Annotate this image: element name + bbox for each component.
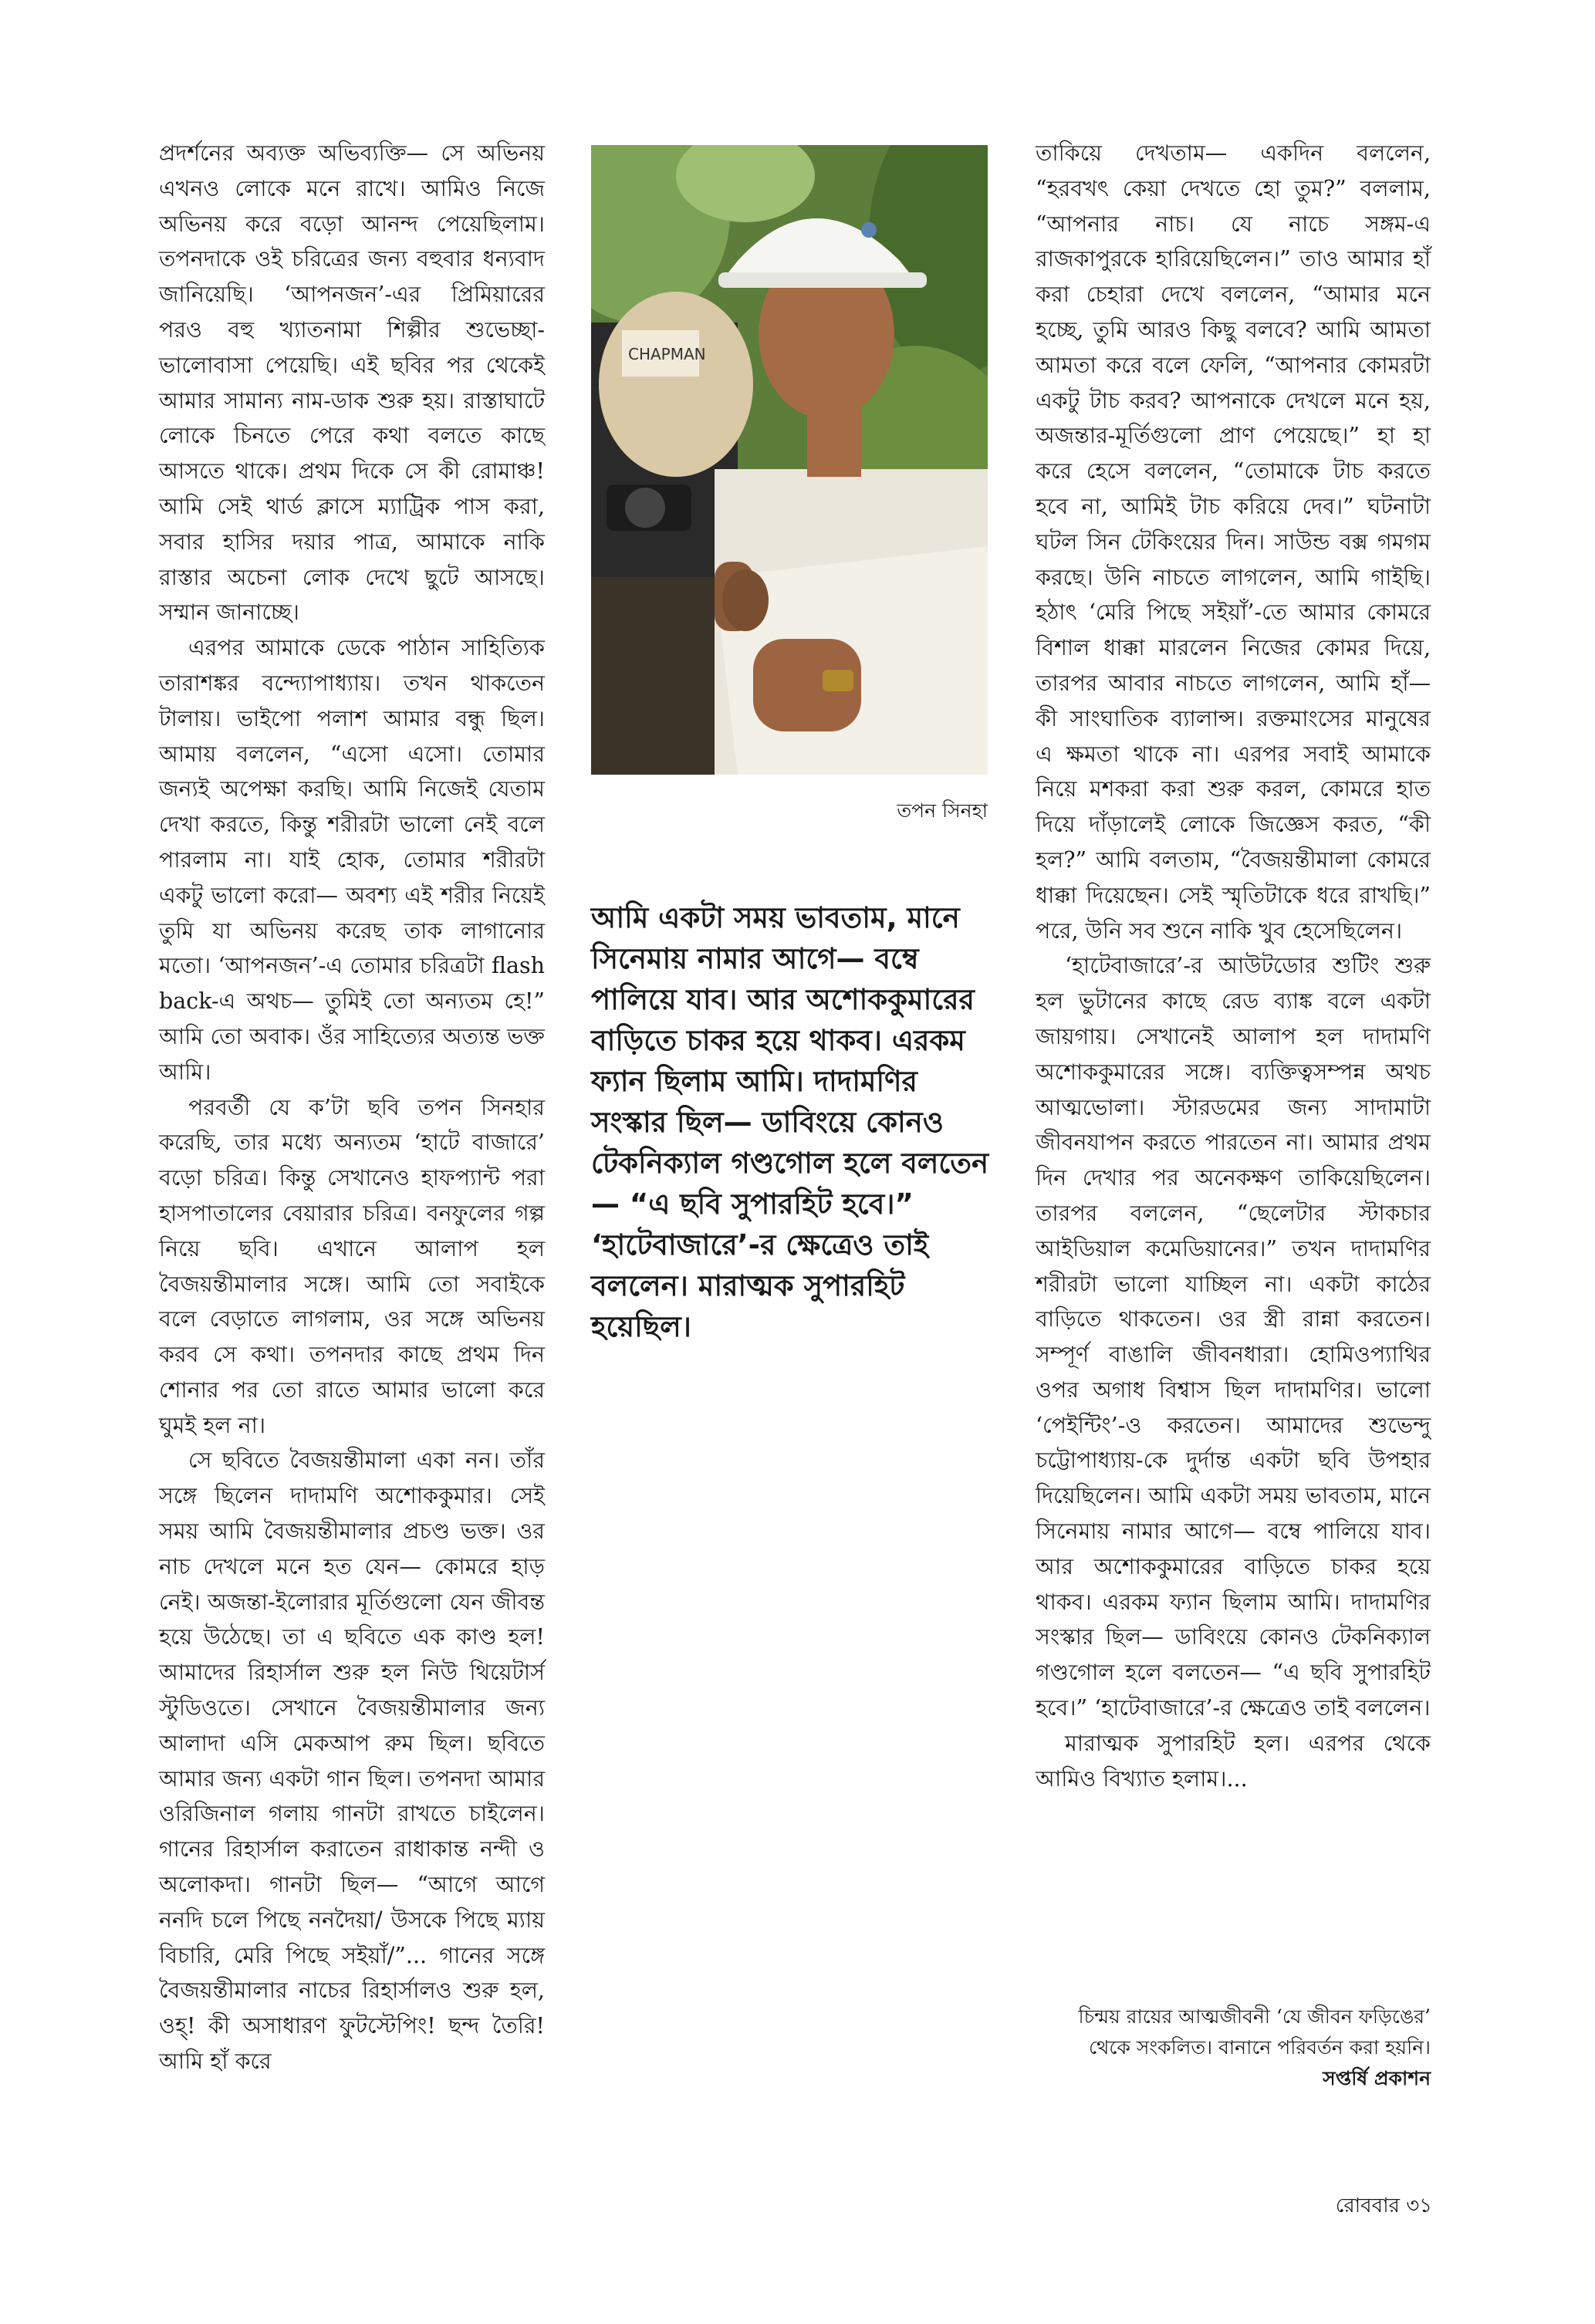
camera-brand-label: CHAPMAN bbox=[628, 345, 706, 363]
article-column-right bbox=[1036, 136, 1431, 1796]
paragraph: মারাত্মক সুপারহিট হল। এরপর থেকে আমিও বিখ্যাত হলাম।... bbox=[1036, 1730, 1431, 1792]
photo-tapan-sinha bbox=[591, 145, 988, 775]
paragraph: এরপর আমাকে ডেকে পাঠান সাহিত্যিক তারাশঙ্কর বন্দ্যোপাধ্যায়। তখন থাকতেন টালায়। ভাইপো পলাশ আমার বন্ধু ছিল। আমায় বললেন, “এসো এসো। তোমার জন্যই অপেক্ষা করছি। আমি নিজেই যেতাম দেখা করতে, কিন্তু শরীরটা ভালো নেই বলে পারলাম না। যাই হোক, তোমার শরীরটা একটু ভালো করো— অবশ্য এই শরীর নিয়েই তুমি যা অভিনয় করেছ তাক লাগানোর মতো। ‘আপনজন’-এ তোমার চরিত্রটা flash back-এ অথচ— তুমিই তো অন্যতম হে!” আমি তো অবাক। ওঁর সাহিত্যের অত্যন্ত ভক্ত আমি। bbox=[159, 635, 545, 1085]
photo-caption: তপন সিনহা bbox=[897, 799, 988, 822]
source-credit bbox=[1036, 2001, 1431, 2094]
credit-note: চিন্ময় রায়ের আত্মজীবনী ‘যে জীবন ফড়িঙের’ থেকে সংকলিত। বানানে পরিবর্তন করা হয়নি। bbox=[1078, 2005, 1431, 2059]
pull-quote: আমি একটা সময় ভাবতাম, মানে সিনেমায় নামার আগে— বম্বে পালিয়ে যাব। আর অশোককুমারের বাড়িতে চাকর হয়ে থাকব। এরকম ফ্যান ছিলাম আমি। দাদামণির সংস্কার ছিল— ডাবিংয়ে কোনও টেকনিক্যাল গণ্ডগোল হলে বলতেন— “এ ছবি সুপারহিট হবে।” ‘হাটেবাজারে’-র ক্ষেত্রেও তাই বললেন। মারাত্মক সুপারহিট হয়েছিল। bbox=[591, 901, 989, 1343]
paragraph: প্রদর্শনের অব্যক্ত অভিব্যক্তি— সে অভিনয় এখনও লোকে মনে রাখে। আমিও নিজে অভিনয় করে বড়ো আনন্দ পেয়েছিলাম। তপনদাকে ওই চরিত্রের জন্য বহুবার ধন্যবাদ জানিয়েছি। ‘আপনজন’-এর প্রিমিয়ারের পরও বহু খ্যাতনামা শিল্পীর শুভেচ্ছা-ভালোবাসা পেয়েছি। এই ছবির পর থেকেই আমার সামান্য নাম-ডাক শুরু হয়। রাস্তাঘাটে লোকে চিনতে পেরে কথা বলতে কাছে আসতে থাকে। প্রথম দিকে সে কী রোমাঞ্চ! আমি সেই থার্ড ক্লাসে ম্যাট্রিক পাস করা, সবার হাসির দয়ার পাত্র, আমাকে নাকি রাস্তার অচেনা লোক দেখে ছুটে আসছে। সম্মান জানাচ্ছে। bbox=[159, 140, 545, 626]
publisher-name: সপ্তর্ষি প্রকাশন bbox=[1323, 2067, 1431, 2089]
article-column-left bbox=[159, 136, 545, 2079]
paragraph: তাকিয়ে দেখতাম— একদিন বললেন, “হরবখৎ কেয়া দেখতে হো তুম?” বললাম, “আপনার নাচ। যে নাচে সঙ্গম-এ রাজকাপুরকে হারিয়েছিলেন।” তাও আমার হাঁ করা চেহারা দেখে বললেন, “আমার মনে হচ্ছে, তুমি আরও কিছু বলবে? আমি আমতা আমতা করে বলে ফেলি, “আপনার কোমরটা একটু টাচ করব? আপনাকে দেখলে মনে হয়, অজন্তার-মূর্তিগুলো প্রাণ পেয়েছে।” হা হা করে হেসে বললেন, “তোমাকে টাচ করতে হবে না, আমিই টাচ করিয়ে দেব।” ঘটনাটা ঘটল সিন টেকিংয়ের দিন। সাউন্ড বক্স গমগম করছে। উনি নাচতে লাগলেন, আমি গাইছি। হঠাৎ ‘মেরি পিছে সইয়াঁ’-তে আমার কোমরে বিশাল ধাক্কা মারলেন নিজের কোমর দিয়ে, তারপর আবার নাচতে লাগলেন, আমি হাঁ— কী সাংঘাতিক ব্যালান্স। রক্তমাংসের মানুষের এ ক্ষমতা থাকে না। এরপর সবাই আমাকে নিয়ে মশকরা করা শুরু করল, কোমরে হাত দিয়ে দাঁড়ালেই লোকে জিজ্ঞেস করত, “কী হল?” আমি বলতাম, “বৈজয়ন্তীমালা কোমরে ধাক্কা দিয়েছেন। সেই স্মৃতিটাকে ধরে রাখছি।” পরে, উনি সব শুনে নাকি খুব হেসেছিলেন। bbox=[1036, 140, 1431, 944]
paragraph: সে ছবিতে বৈজয়ন্তীমালা একা নন। তাঁর সঙ্গে ছিলেন দাদামণি অশোককুমার। সেই সময় আমি বৈজয়ন্তীমালার প্রচণ্ড ভক্ত। ওর নাচ দেখলে মনে হত যেন— কোমরে হাড় নেই। অজন্তা-ইলোরার মূর্তিগুলো যেন জীবন্ত হয়ে উঠেছে। তা এ ছবিতে এক কাণ্ড হল! আমাদের রিহার্সাল শুরু হল নিউ থিয়েটার্স স্টুডিওতে। সেখানে বৈজয়ন্তীমালার জন্য আলাদা এসি মেকআপ রুম ছিল। ছবিতে আমার জন্য একটা গান ছিল। তপনদা আমার ওরিজিনাল গলায় গানটা রাখতে চাইলেন। গানের রিহার্সাল করাতেন রাধাকান্ত নন্দী ও অলোকদা। গানটা ছিল— “আগে আগে ননদি চলে পিছে ননদৈয়া/ উসকে পিছে ম্যায় বিচারি, মেরি পিছে সইয়াঁ/”... গানের সঙ্গে বৈজয়ন্তীমালার নাচের রিহার্সালও শুরু হল, ওহ্! কী অসাধারণ ফুটস্টেপিং! ছন্দ তৈরি! আমি হাঁ করে bbox=[159, 1447, 545, 2075]
photo-illustration bbox=[591, 145, 988, 775]
paragraph: পরবর্তী যে ক’টা ছবি তপন সিনহার করেছি, তার মধ্যে অন্যতম ‘হাটে বাজারে’ বড়ো চরিত্র। কিন্তু সেখানেও হাফপ্যান্ট পরা হাসপাতালের বেয়ারার চরিত্র। বনফুলের গল্প নিয়ে ছবি। এখানে আলাপ হল বৈজয়ন্তীমালার সঙ্গে। আমি তো সবাইকে বলে বেড়াতে লাগলাম, ওর সঙ্গে অভিনয় করব সে কথা। তপনদার কাছে প্রথম দিন শোনার পর তো রাতে আমার ভালো করে ঘুমই হল না। bbox=[159, 1094, 545, 1438]
paragraph: ‘হাটেবাজারে’-র আউটডোর শুটিং শুরু হল ভুটানের কাছে রেড ব্যাঙ্ক বলে একটা জায়গায়। সেখানেই আলাপ হল দাদামণি অশোককুমারের সঙ্গে। ব্যক্তিত্বসম্পন্ন অথচ আত্মভোলা। স্টারডমের জন্য সাদামাটা জীবনযাপন করতে পারতেন না। আমার প্রথম দিন দেখার পর অনেকক্ষণ তাকিয়েছিলেন। তারপর বললেন, “ছেলেটার স্টাকচার আইডিয়াল কমেডিয়ানের।” তখন দাদামণির শরীরটা ভালো যাচ্ছিল না। একটা কাঠের বাড়িতে থাকতেন। ওর স্ত্রী রান্না করতেন। সম্পূর্ণ বাঙালি জীবনধারা। হোমিওপ্যাথির ওপর অগাধ বিশ্বাস ছিল দাদামণির। ভালো ‘পেইন্টিং’-ও করতেন। আমাদের শুভেন্দু চট্টোপাধ্যায়-কে দুর্দান্ত একটা ছবি উপহার দিয়েছিলেন। আমি একটা সময় ভাবতাম, মানে সিনেমায় নামার আগে— বম্বে পালিয়ে যাব। আর অশোককুমারের বাড়িতে চাকর হয়ে থাকব। এরকম ফ্যান ছিলাম আমি। দাদামণির সংস্কার ছিল— ডাবিংয়ে কোনও টেকনিক্যাল গণ্ডগোল হলে বলতেন— “এ ছবি সুপারহিট হবে।” ‘হাটেবাজারে’-র ক্ষেত্রেও তাই বললেন। bbox=[1036, 953, 1431, 1721]
page-footer: রোববার ৩১ bbox=[1335, 2194, 1432, 2218]
